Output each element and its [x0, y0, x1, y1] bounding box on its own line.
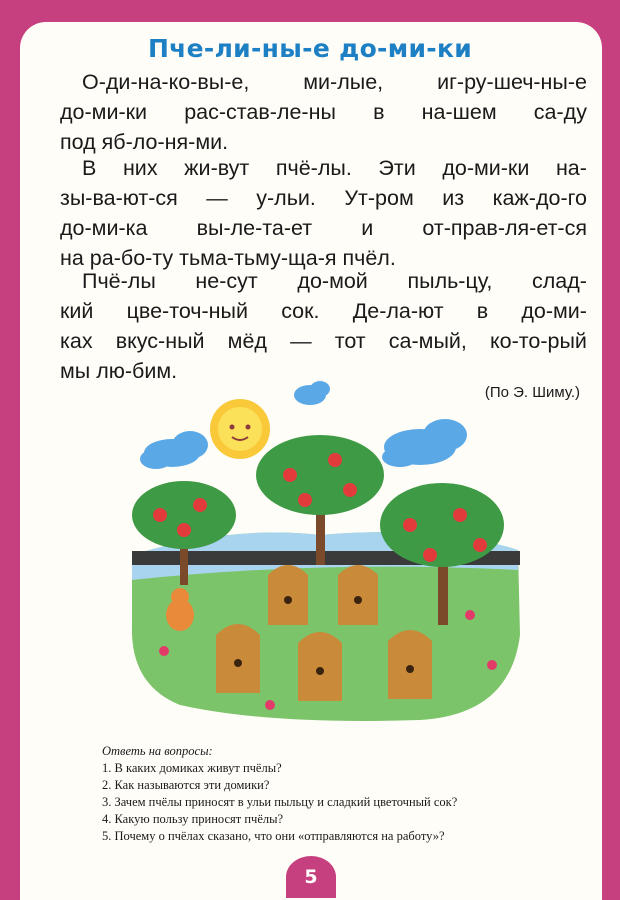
question-item: 2. Как называются эти домики? — [102, 778, 270, 792]
question-item: 5. Почему о пчёлах сказано, что они «отправляются на работу»? — [102, 829, 445, 843]
word: пчё-лы. — [275, 156, 352, 180]
text-line — [82, 67, 587, 97]
word: ко-то-рый — [490, 329, 587, 353]
text-line — [60, 183, 587, 213]
word: до-ми-ки — [442, 156, 530, 180]
word: — — [290, 329, 312, 353]
word: в — [476, 299, 489, 323]
text-line — [60, 326, 587, 356]
word: в — [373, 100, 385, 124]
word: слад- — [532, 269, 587, 293]
word: жи-вут — [184, 156, 250, 180]
word: са-ду — [533, 100, 587, 124]
word: от-прав-ля-ет-ся — [422, 216, 587, 240]
word: ми-лые, — [303, 70, 384, 94]
word: О-ди-на-ко-вы-е, — [82, 70, 250, 94]
cloud-icon — [294, 381, 330, 405]
paragraph-3 — [60, 266, 587, 386]
word: Пчё-лы — [82, 269, 156, 293]
word: Де-ла-ют — [352, 299, 444, 323]
text-line — [60, 296, 587, 326]
beehive — [298, 632, 342, 701]
attribution: (По Э. Шиму.) — [484, 384, 580, 401]
word: тот — [334, 329, 366, 353]
word: из — [442, 186, 465, 210]
questions-block — [102, 743, 582, 845]
word: иг-ру-шеч-ны-е — [437, 70, 587, 94]
word: Ут-ром — [344, 186, 414, 210]
word: ках — [60, 329, 93, 353]
line-text: под яб-ло-ня-ми. — [60, 130, 229, 154]
word: — — [206, 186, 228, 210]
word: каж-до-го — [492, 186, 587, 210]
page-title: Пче-ли-ны-е до-ми-ки — [147, 34, 473, 63]
word: на-шем — [421, 100, 497, 124]
page-number: 5 — [286, 856, 336, 898]
line-text: мы лю-бим. — [60, 359, 178, 383]
word: вы-ле-та-ет — [196, 216, 313, 240]
word: цве-точ-ный — [126, 299, 249, 323]
word: до-ми-ка — [60, 216, 148, 240]
word: са-мый, — [388, 329, 467, 353]
word: кий — [60, 299, 94, 323]
word: В — [82, 156, 97, 180]
question-item: 1. В каких домиках живут пчёлы? — [102, 761, 282, 775]
beehive — [268, 565, 308, 625]
word: сок. — [281, 299, 320, 323]
beehive — [216, 624, 260, 693]
paragraph-2 — [60, 153, 587, 273]
word: пыль-цу, — [407, 269, 493, 293]
word: не-сут — [195, 269, 258, 293]
text-line — [82, 266, 587, 296]
beehive — [338, 565, 378, 625]
word: зы-ва-ют-ся — [60, 186, 178, 210]
word: них — [122, 156, 158, 180]
text-line — [60, 213, 587, 243]
beehive-garden-illustration — [120, 375, 530, 735]
word: у-льи. — [256, 186, 316, 210]
cloud-icon — [140, 431, 208, 469]
questions-heading: Ответь на вопросы: — [102, 744, 213, 758]
word: до-ми- — [521, 299, 587, 323]
paragraph-1 — [60, 67, 587, 157]
sun-icon — [210, 399, 270, 459]
word: рас-став-ле-ны — [184, 100, 336, 124]
word: до-мой — [297, 269, 368, 293]
word: на- — [555, 156, 587, 180]
word: Эти — [378, 156, 416, 180]
word: и — [361, 216, 374, 240]
beehive — [388, 630, 432, 699]
word: мёд — [227, 329, 267, 353]
question-item: 3. Зачем пчёлы приносят в ульи пыльцу и сладкий цветочный сок? — [102, 795, 458, 809]
line-text: на ра-бо-ту тьма-тьму-ща-я пчёл. — [60, 246, 396, 270]
text-line — [82, 153, 587, 183]
text-line — [60, 97, 587, 127]
question-item: 4. Какую пользу приносят пчёлы? — [102, 812, 284, 826]
cloud-icon — [382, 419, 467, 467]
word: вкус-ный — [115, 329, 205, 353]
word: до-ми-ки — [60, 100, 148, 124]
